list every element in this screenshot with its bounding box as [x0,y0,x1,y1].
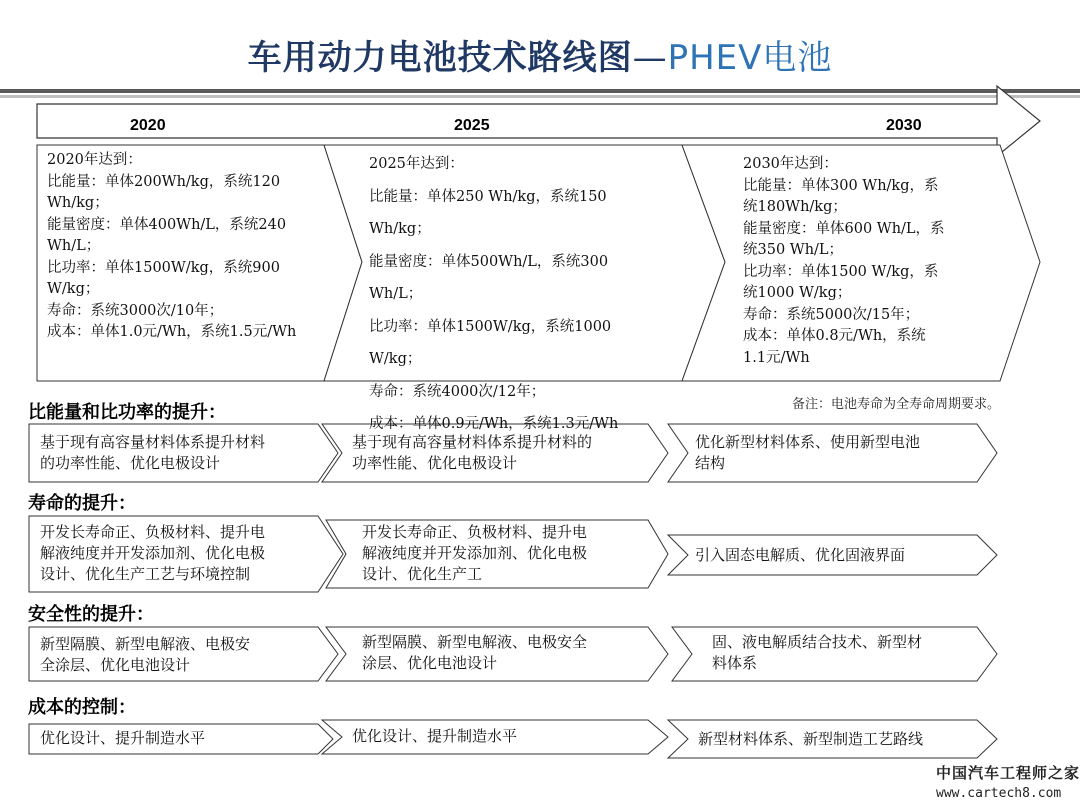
cell-line: 结构 [695,454,726,472]
cell-line: 解液纯度并开发添加剂、优化电极 [362,544,588,562]
target-line: 能量密度：单体600 Wh/L，系 [743,220,945,237]
target-line: 比能量：单体300 Wh/kg，系 [743,177,939,194]
target-line: 比功率：单体1500W/kg，系统900 [47,259,280,276]
target-line: W/kg； [47,281,100,297]
cell-line: 解液纯度并开发添加剂、优化电极 [40,544,266,562]
cell-line: 新型隔膜、新型电解液、电极安 [40,635,251,653]
target-line: 统180Wh/kg； [743,199,847,215]
cell-line: 优化设计、提升制造水平 [40,729,206,747]
target-line: 比功率：单体1500 W/kg，系 [743,263,939,280]
target-line: 成本：单体0.9元/Wh，系统1.3元/Wh [369,416,619,432]
year-label-2020: 2020 [130,117,166,134]
cell-line: 开发长寿命正、负极材料、提升电 [40,523,266,541]
target-line: Wh/L； [369,286,423,302]
cell-line: 的功率性能、优化电极设计 [40,454,221,472]
target-line: 比能量：单体250 Wh/kg，系统150 [369,188,607,205]
section-heading-life: 寿命的提升： [28,493,136,514]
cell-line: 优化新型材料体系、使用新型电池 [695,433,921,451]
cell-line: 基于现有高容量材料体系提升材料 [40,433,266,451]
cell-line: 开发长寿命正、负极材料、提升电 [362,523,588,541]
page-title-sub: PHEV电池 [667,38,833,78]
watermark-logo: 中国汽车工程师之家 [936,764,1080,782]
energy-cell-2030 [695,432,920,474]
cell-line: 功率性能、优化电极设计 [352,454,518,472]
cell-line: 涂层、优化电池设计 [362,654,498,672]
cell-line: 固、液电解质结合技术、新型材 [712,633,923,651]
target-line: 比功率：单体1500W/kg，系统1000 [369,318,612,335]
target-line: 成本：单体1.0元/Wh，系统1.5元/Wh [47,324,297,340]
section-heading-cost: 成本的控制： [28,697,136,718]
watermark-url: www.cartech8.com [936,786,1062,801]
safety-cell-2025 [362,632,587,674]
cost-cell-2025 [352,726,517,747]
target-line: W/kg； [369,351,422,367]
target-2025 [369,148,619,432]
section-heading-safety: 安全性的提升： [28,604,154,625]
target-line: 统350 Wh/L； [743,242,844,258]
target-line: 比能量：单体200Wh/kg，系统120 [47,173,281,190]
target-2020 [47,150,296,344]
life-cell-2025 [362,522,587,585]
target-line: 统1000 W/kg； [743,285,852,301]
energy-cell-2020 [40,432,265,474]
section-heading-energy-power: 比能量和比功率的提升： [28,402,226,423]
target-line: 寿命：系统4000次/12年； [369,383,546,400]
target-line: 寿命：系统3000次/10年； [47,302,224,319]
cell-line: 基于现有高容量材料体系提升材料的 [352,433,593,451]
safety-cell-2030 [712,632,922,674]
target-line: 寿命：系统5000次/15年； [743,306,920,323]
cell-line: 全涂层、优化电池设计 [40,656,191,674]
target-line: 能量密度：单体500Wh/L，系统300 [369,253,609,270]
safety-cell-2020 [40,634,250,676]
year-label-2025: 2025 [454,117,490,134]
target-line: 1.1元/Wh [743,349,810,366]
target-line: Wh/kg； [369,221,431,237]
cell-line: 料体系 [712,654,758,672]
target-line: 2030年达到： [743,156,838,172]
cell-line: 设计、优化生产工 [362,565,483,583]
target-2030 [743,154,945,369]
life-cell-2020 [40,522,265,585]
year-label-2030: 2030 [886,117,922,134]
page-title-separator: — [632,38,668,78]
energy-cell-2025 [352,432,592,474]
target-line: 2025年达到： [369,156,464,172]
cost-cell-2020 [40,728,205,749]
cell-line: 设计、优化生产工艺与环境控制 [40,565,251,583]
cell-line: 优化设计、提升制造水平 [352,727,518,745]
cost-cell-2030 [698,729,923,750]
target-line: Wh/L； [47,238,101,254]
target-line: 能量密度：单体400Wh/L，系统240 [47,216,287,233]
cell-line: 新型隔膜、新型电解液、电极安全 [362,633,588,651]
target-line: Wh/kg； [47,195,109,211]
cell-line: 新型材料体系、新型制造工艺路线 [698,730,924,748]
target-line: 2020年达到： [47,152,142,168]
lifetime-note: 备注：电池寿命为全寿命周期要求。 [792,397,1001,412]
page-title-main: 车用动力电池技术路线图 [247,38,633,78]
target-line: 成本：单体0.8元/Wh，系统 [743,328,926,344]
life-cell-2030 [695,545,905,566]
cell-line: 引入固态电解质、优化固液界面 [695,546,906,564]
